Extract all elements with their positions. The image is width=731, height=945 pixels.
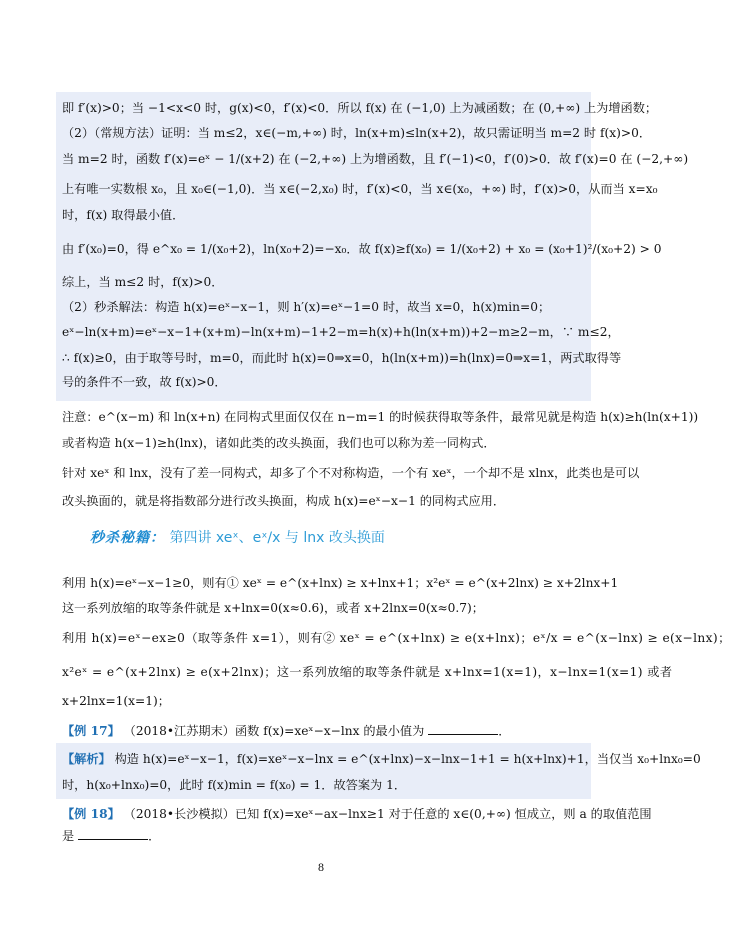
text-line: eˣ−ln(x+m)=eˣ−x−1+(x+m)−ln(x+m)−1+2−m=h(x)+h(ln(x+m))+2−m≥2−m，∵ m≤2，: [62, 325, 620, 339]
text-line: 利用 h(x)=eˣ−x−1≥0，则有① xeˣ = e^(x+lnx) ≥ x+lnx+1；x²eˣ = e^(x+2lnx) ≥ x+2lnx+1: [62, 576, 619, 590]
example-17: [62, 723, 594, 739]
section-brand: 秒杀秘籍：: [90, 530, 165, 546]
example-17-text: （2018•江苏期末）函数 f(x)=xeˣ−x−lnx 的最小值为: [123, 724, 425, 738]
text-line: 上有唯一实数根 x₀，且 x₀∈(−1,0)．当 x∈(−2,x₀) 时，f′(x)<0，当 x∈(x₀，+∞) 时，f′(x)>0，从而当 x=x₀: [62, 182, 658, 196]
period: ．: [148, 829, 161, 843]
text-line: x²eˣ = e^(x+2lnx) ≥ e(x+2lnx)；这一系列放缩的取等条件就是 x+lnx=1(x=1)，x−lnx=1(x=1) 或者: [62, 665, 673, 679]
period: ．: [498, 724, 511, 738]
text-line: 时，h(x₀+lnx₀)=0，此时 f(x)min = f(x₀) = 1．故答案为 1．: [62, 778, 407, 792]
example-18-text: （2018•长沙模拟）已知 f(x)=xeˣ−ax−lnx≥1 对于任意的 x∈(0,+∞) 恒成立，则 a 的取值范围: [123, 807, 652, 821]
text-line: x+2lnx=1(x=1)；: [62, 694, 170, 708]
text-line: 由 f′(x₀)=0，得 e^x₀ = 1/(x₀+2)，ln(x₀+2)=−x₀．故 f(x)≥f(x₀) = 1/(x₀+2) + x₀ = (x₀+1)²/(x₀+2) > 0: [62, 242, 662, 256]
answer-blank: [78, 828, 148, 840]
section-label: 第四讲: [169, 530, 212, 546]
text-line: （2）秒杀解法：构造 h(x)=eˣ−x−1，则 h′(x)=eˣ−1=0 时，故当 x=0，h(x)min=0；: [62, 300, 551, 314]
example-18: [62, 806, 652, 822]
text-line: 当 m=2 时，函数 f′(x)=eˣ − 1/(x+2) 在 (−2,+∞) 上为增函数，且 f′(−1)<0，f′(0)>0．故 f′(x)=0 在 (−2,+∞): [62, 152, 689, 166]
text-line: 综上，当 m≤2 时，f(x)>0．: [62, 275, 224, 289]
text-line: 注意：e^(x−m) 和 ln(x+n) 在同构式里面仅仅在 n−m=1 的时候获得取等条件，最常见就是构造 h(x)≥h(ln(x+1)): [62, 410, 699, 424]
page-number: 8: [318, 860, 324, 874]
text-line: 或者构造 h(x−1)≥h(lnx)，诸如此类的改头换面，我们也可以称为差一同构式．: [62, 436, 496, 450]
text-line: （2）（常规方法）证明：当 m≤2，x∈(−m,+∞) 时，ln(x+m)≤ln(x+2)，故只需证明当 m=2 时 f(x)>0．: [62, 126, 652, 140]
solution-line: [62, 751, 701, 767]
text-line: 利用 h(x)=eˣ−ex≥0（取等条件 x=1），则有② xeˣ = e^(x+lnx) ≥ e(x+lnx)；eˣ/x = e^(x−lnx) ≥ e(x−lnx)；: [62, 631, 731, 645]
solution-tag: 【解析】: [62, 752, 111, 766]
answer-blank: [428, 723, 498, 735]
text-line: ∴ f(x)≥0，由于取等号时，m=0，而此时 h(x)=0⇒x=0，h(ln(x+m))=h(lnx)=0⇒x=1，两式取得等: [62, 351, 622, 365]
example-18-tag: 【例 18】: [62, 807, 120, 821]
solution-text: 构造 h(x)=eˣ−x−1，f(x)=xeˣ−x−lnx = e^(x+lnx)−x−lnx−1+1 = h(x+lnx)+1，当仅当 x₀+lnx₀=0: [114, 752, 701, 766]
section-title: [90, 527, 385, 547]
text-line: 即 f′(x)>0；当 −1<x<0 时，g(x)<0，f′(x)<0．所以 f(x) 在 (−1,0) 上为减函数；在 (0,+∞) 上为增函数；: [62, 101, 658, 115]
text-line: 针对 xeˣ 和 lnx，没有了差一同构式，却多了个不对称构造，一个有 xeˣ，一个却不是 xlnx，此类也是可以: [62, 466, 640, 480]
section-formula: xeˣ、eˣ/x 与 lnx 改头换面: [215, 530, 385, 546]
text-line: 这一系列放缩的取等条件就是 x+lnx=0(x≈0.6)，或者 x+2lnx=0(x≈0.7)；: [62, 601, 484, 615]
text-line: 号的条件不一致，故 f(x)>0．: [62, 375, 227, 389]
example-17-tag: 【例 17】: [62, 724, 120, 738]
text-line: 时，f(x) 取得最小值．: [62, 208, 185, 222]
example-18-cont: [62, 828, 594, 844]
example-18-text-2: 是: [62, 829, 75, 843]
text-line: 改头换面的，就是将指数部分进行改头换面，构成 h(x)=eˣ−x−1 的同构式应用．: [62, 494, 506, 508]
